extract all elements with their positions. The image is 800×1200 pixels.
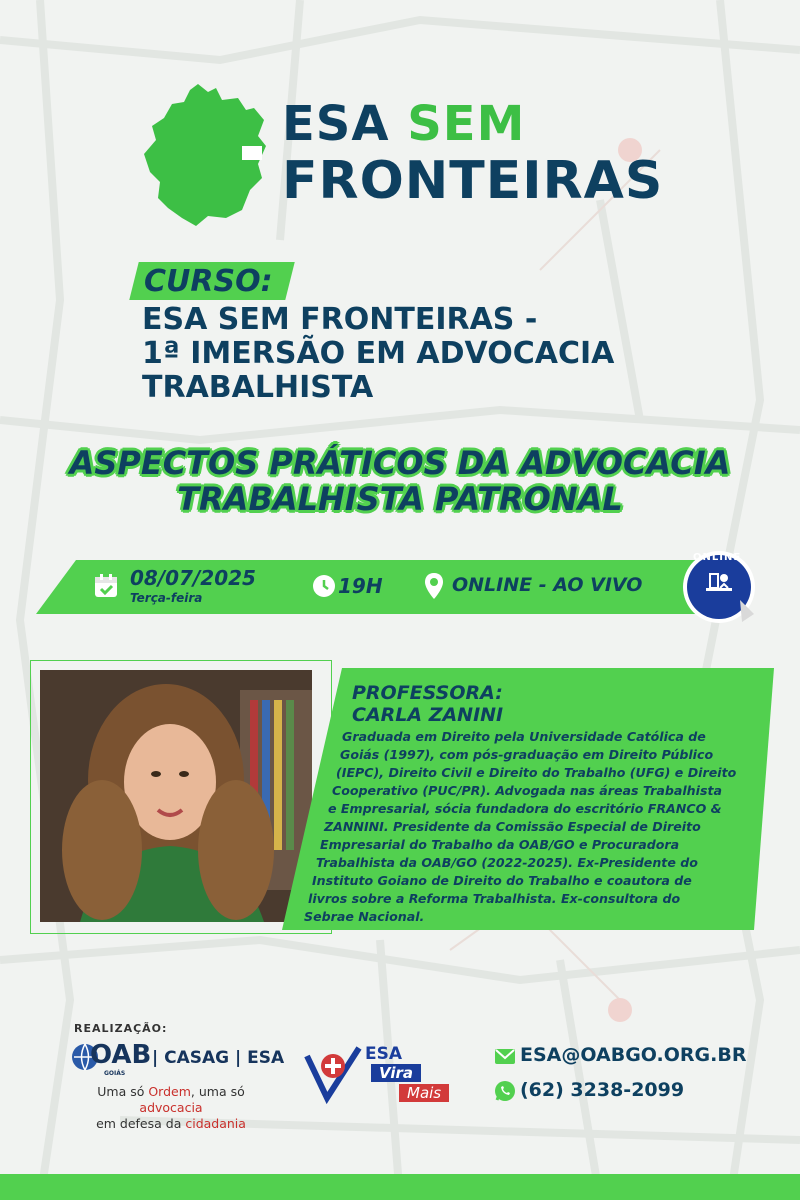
slogan-part: Ordem	[148, 1084, 191, 1099]
slogan-part: Uma só	[97, 1084, 149, 1099]
oab-logo	[70, 1040, 150, 1080]
event-time: 19H	[338, 574, 383, 598]
bio-line: Graduada em Direito pela Universidade Católica de	[342, 729, 706, 744]
esa-vira-word-3: Mais	[399, 1084, 449, 1102]
slogan-part: , uma só	[190, 1084, 245, 1099]
calendar-icon	[92, 572, 120, 600]
contact-email[interactable]: ESA@OABGO.ORG.BR	[520, 1044, 747, 1066]
professor-bio	[304, 728, 744, 926]
professor-heading	[352, 682, 503, 726]
bio-line: ZANNINI. Presidente da Comissão Especial de Direito	[324, 819, 701, 834]
clock-icon	[312, 574, 336, 598]
bio-line: Goiás (1997), com pós-graduação em Direito Público	[340, 747, 714, 762]
bio-line: (IEPC), Direito Civil e Direito do Trabalho (UFG) e Direito	[336, 765, 737, 780]
title-sem: SEM	[407, 96, 526, 152]
esa-vira-word-2: Vira	[371, 1064, 421, 1082]
online-badge-label: ONLINE	[693, 552, 742, 563]
bio-line: Instituto Goiano de Direito do Trabalho e coautora de	[312, 873, 692, 888]
course-line-3: TRABALHISTA	[142, 370, 374, 405]
slogan-part: advocacia	[139, 1100, 203, 1115]
title-esa: ESA	[282, 96, 390, 152]
professor-name: CARLA ZANINI	[352, 704, 504, 726]
bottom-band	[0, 1174, 800, 1200]
esa-vira-word-1: ESA	[365, 1044, 403, 1064]
bio-line: Empresarial do Trabalho da OAB/GO e Procuradora	[320, 837, 680, 852]
bio-line: Trabalhista da OAB/GO (2022-2025). Ex-Presidente do	[316, 855, 698, 870]
slogan-part: em defesa da	[96, 1116, 186, 1131]
whatsapp-icon	[494, 1080, 516, 1102]
location-pin-icon	[424, 572, 444, 600]
oab-text: OAB	[90, 1040, 152, 1070]
course-line-2: 1ª IMERSÃO EM ADVOCACIA	[142, 336, 615, 371]
goias-state-map-icon	[138, 80, 270, 230]
subtitle-line-2: TRABALHISTA PATRONAL	[177, 480, 623, 518]
professor-photo	[40, 670, 312, 922]
contact-phone[interactable]: (62) 3238-2099	[520, 1079, 685, 1101]
course-line-1: ESA SEM FRONTEIRAS -	[142, 302, 538, 337]
esa-vira-mais-logo	[303, 1042, 463, 1108]
event-weekday: Terça-feira	[130, 591, 203, 605]
oab-slogan	[74, 1084, 268, 1132]
slogan-part: cidadania	[185, 1116, 246, 1131]
bio-line: Sebrae Nacional.	[304, 909, 425, 924]
bio-line: livros sobre a Reforma Trabalhista. Ex-consultora do	[308, 891, 681, 906]
oab-state: GOIÁS	[104, 1070, 126, 1077]
subtitle-line-1: ASPECTOS PRÁTICOS DA ADVOCACIA	[69, 444, 731, 482]
partners-text: | CASAG | ESA	[152, 1048, 285, 1068]
professor-portrait-image	[40, 670, 312, 922]
esa-vira-mais-symbol-icon	[303, 1042, 363, 1108]
bio-line: Cooperativo (PUC/PR). Advogada nas áreas Trabalhista	[332, 783, 722, 798]
event-location: ONLINE - AO VIVO	[452, 574, 643, 596]
realizacao-label: REALIZAÇÃO:	[74, 1022, 168, 1035]
event-date: 08/07/2025	[130, 566, 256, 590]
title-line-2: FRONTEIRAS	[282, 151, 664, 211]
bio-line: e Empresarial, sócia fundadora do escritório FRANCO &	[328, 801, 722, 816]
title-line-1	[282, 96, 525, 152]
course-label: CURSO:	[144, 264, 273, 299]
email-icon	[494, 1046, 516, 1066]
professor-role: PROFESSORA:	[352, 682, 503, 704]
